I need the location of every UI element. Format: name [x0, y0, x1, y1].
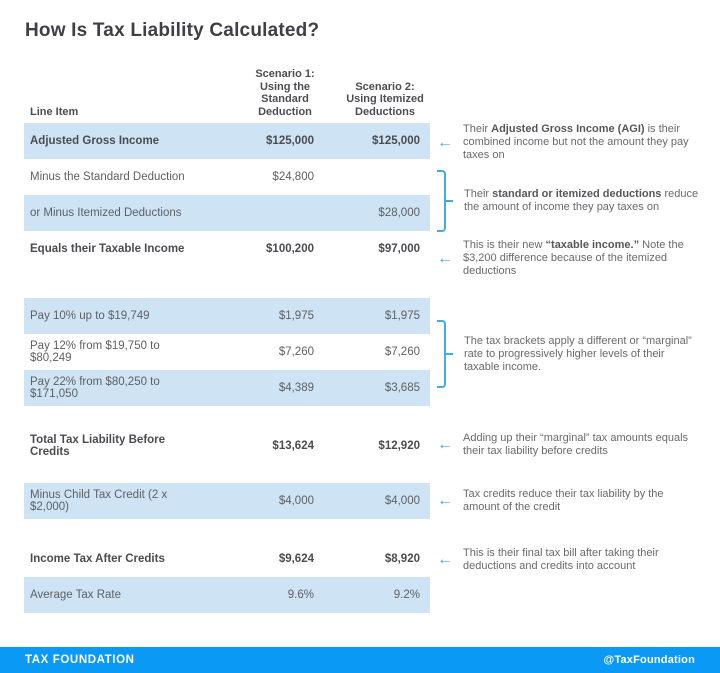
row-label: or Minus Itemized Deductions	[30, 207, 182, 219]
tax-table	[24, 62, 430, 613]
brand-name: TAX FOUNDATION	[25, 654, 135, 666]
scenario2-value: $7,260	[384, 346, 420, 358]
table-row	[24, 123, 430, 159]
scenario1-value: $1,975	[278, 310, 314, 322]
annotation	[437, 547, 701, 573]
scenario2-value: $8,920	[384, 553, 420, 565]
scenario1-value: $100,200	[266, 243, 314, 255]
scenario1-value: 9.6%	[287, 589, 314, 601]
table-section	[24, 428, 430, 464]
annotation	[437, 123, 701, 162]
column-header-scenario-2: Scenario 2: Using Itemized Deductions	[346, 80, 424, 118]
scenario1-value: $7,260	[278, 346, 314, 358]
row-label: Total Tax Liability Before Credits	[30, 434, 166, 458]
annotation	[437, 170, 702, 232]
bracket-icon	[437, 320, 446, 388]
scenario2-value: $1,975	[384, 310, 420, 322]
annotation	[437, 488, 701, 514]
left-arrow-icon: ←	[437, 492, 453, 509]
row-label: Pay 10% up to $19,749	[30, 310, 150, 322]
annotation	[437, 320, 702, 388]
table-row	[24, 159, 430, 195]
annotation-text: This is their new “taxable income.” Note the $3,200 difference because of the itemized deductions	[463, 239, 684, 277]
table-row	[24, 541, 430, 577]
scenario2-value: $4,000	[384, 495, 420, 507]
annotation-text: Their Adjusted Gross Income (AGI) is their combined income but not the amount they pay taxes on	[463, 123, 689, 161]
scenario2-value: $28,000	[378, 207, 420, 219]
annotation-text: Adding up their “marginal” tax amounts equals their tax liability before credits	[463, 432, 689, 457]
annotation	[437, 432, 701, 458]
row-label: Income Tax After Credits	[30, 553, 165, 565]
table-row	[24, 370, 430, 406]
column-header-scenario-1: Scenario 1: Using the Standard Deduction	[255, 68, 315, 118]
table-section	[24, 483, 430, 519]
row-label: Adjusted Gross Income	[30, 135, 160, 147]
table-row	[24, 483, 430, 519]
annotation-text: Tax credits reduce their tax liability by the amount of the credit	[463, 488, 664, 513]
scenario2-value: $3,685	[384, 382, 420, 394]
scenario2-value: 9.2%	[393, 589, 420, 601]
scenario1-value: $125,000	[266, 135, 314, 147]
scenario1-value: $4,000	[278, 495, 314, 507]
table-row	[24, 298, 430, 334]
table-row	[24, 577, 430, 613]
bracket-icon	[437, 170, 446, 232]
page-title: How Is Tax Liability Calculated?	[25, 20, 320, 41]
row-label: Equals their Taxable Income	[30, 243, 185, 255]
scenario1-value: $24,800	[272, 171, 314, 183]
table-row	[24, 334, 430, 370]
scenario2-value: $12,920	[378, 440, 420, 452]
table-section	[24, 123, 430, 267]
left-arrow-icon: ←	[437, 551, 453, 568]
scenario1-value: $13,624	[272, 440, 314, 452]
left-arrow-icon: ←	[437, 133, 453, 151]
row-label: Minus the Standard Deduction	[30, 171, 185, 183]
annotation-text: The tax brackets apply a different or “marginal” rate to progressively higher levels of their taxable income.	[464, 334, 692, 373]
scenario1-value: $4,389	[278, 382, 314, 394]
left-arrow-icon: ←	[437, 249, 453, 267]
row-label: Pay 12% from $19,750 to $80,249	[30, 340, 160, 364]
twitter-handle[interactable]: @TaxFoundation	[603, 654, 695, 666]
table-row	[24, 428, 430, 464]
column-header-line-item: Line Item	[30, 105, 79, 118]
row-label: Average Tax Rate	[30, 589, 121, 601]
table-section	[24, 541, 430, 613]
scenario2-value: $97,000	[378, 243, 420, 255]
annotation	[437, 239, 701, 278]
scenario2-value: $125,000	[372, 135, 420, 147]
footer-bar	[0, 647, 720, 673]
row-label: Minus Child Tax Credit (2 x $2,000)	[30, 489, 168, 513]
table-row	[24, 195, 430, 231]
table-row	[24, 231, 430, 267]
annotation-text: This is their final tax bill after taking their deductions and credits into account	[463, 547, 659, 572]
table-section	[24, 298, 430, 406]
left-arrow-icon: ←	[437, 436, 453, 453]
table-body	[24, 123, 430, 613]
row-label: Pay 22% from $80,250 to $171,050	[30, 376, 160, 400]
table-header	[24, 62, 430, 123]
scenario1-value: $9,624	[278, 553, 314, 565]
annotation-text: Their standard or itemized deductions reduce the amount of income they pay taxes on	[464, 188, 699, 213]
